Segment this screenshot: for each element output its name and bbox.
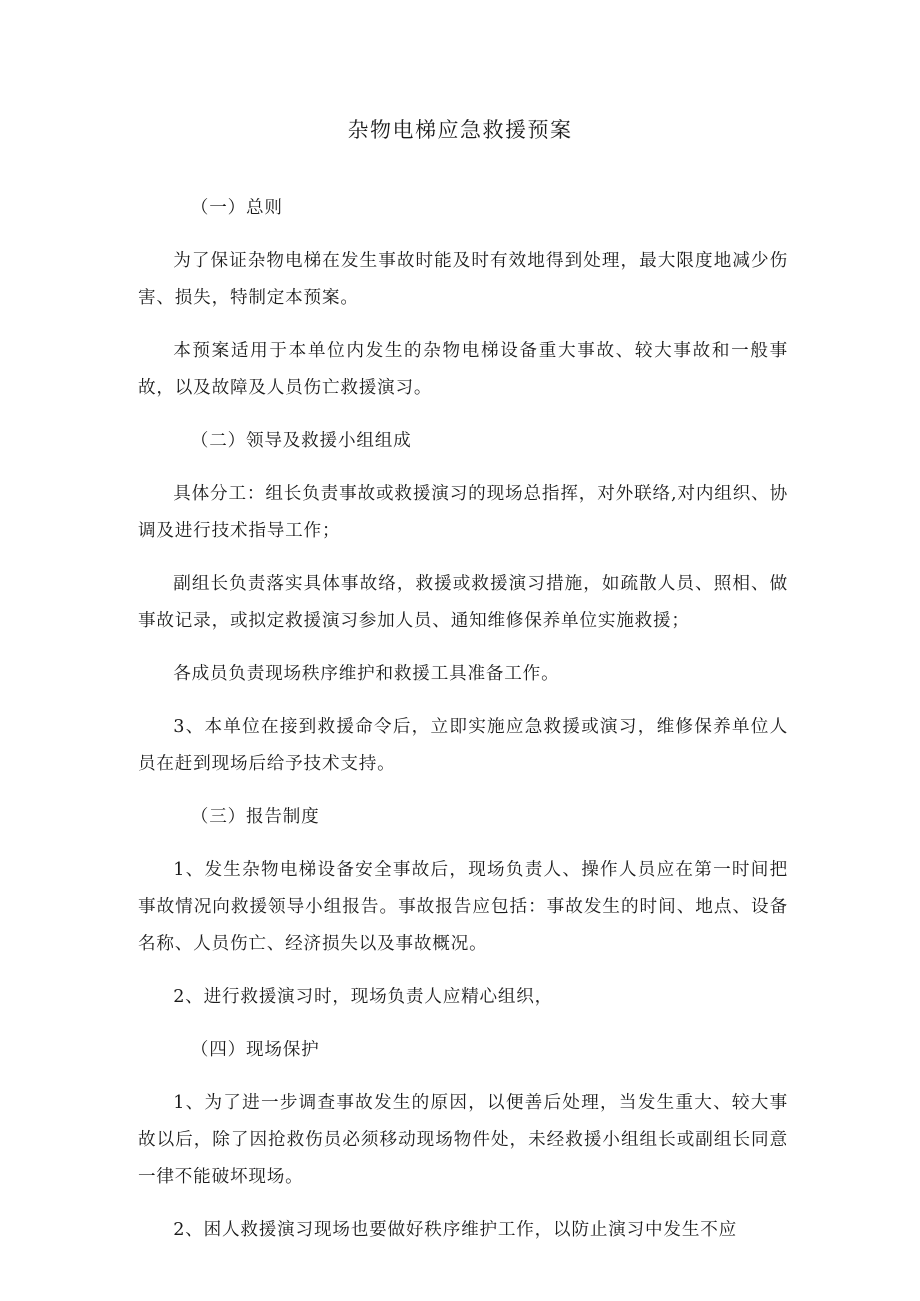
document-body <box>138 190 788 1249</box>
section-heading-reporting: （三）报告制度 <box>190 807 320 827</box>
document-title: 杂物电梯应急救援预案 <box>347 118 573 142</box>
paragraph-report-accident: 1、发生杂物电梯设备安全事故后，现场负责人、操作人员应在第一时间把事故情况向救援领导小组报告。事故报告应包括：事故发生的时间、地点、设备名称、人员伤亡、经济损失以及事故概况。 <box>138 860 788 954</box>
section-heading-scene-protection: （四）现场保护 <box>190 1040 320 1060</box>
paragraph-scope: 本预案适用于本单位内发生的杂物电梯设备重大事故、较大事故和一般事故，以及故障及人员伤亡救援演习。 <box>138 341 788 398</box>
paragraph-scene-drill: 2、困人救援演习现场也要做好秩序维护工作，以防止演习中发生不应 <box>173 1220 737 1240</box>
paragraph-deputy-leader: 副组长负责落实具体事故络，救援或救援演习措施，如疏散人员、照相、做事故记录，或拟定救援演习参加人员、通知维修保养单位实施救援； <box>138 574 788 631</box>
paragraph-report-drill: 2、进行救援演习时，现场负责人应精心组织， <box>173 987 554 1007</box>
paragraph-implementation: 3、本单位在接到救援命令后，立即实施应急救援或演习，维修保养单位人员在赶到现场后给予技术支持。 <box>138 717 788 774</box>
paragraph-members: 各成员负责现场秩序维护和救援工具准备工作。 <box>173 664 560 684</box>
section-heading-leadership: （二）领导及救援小组组成 <box>190 431 412 451</box>
paragraph-division-of-labor: 具体分工：组长负责事故或救援演习的现场总指挥，对外联络,对内组织、协调及进行技术指导工作； <box>138 484 788 541</box>
paragraph-purpose: 为了保证杂物电梯在发生事故时能及时有效地得到处理，最大限度地减少伤害、损失，特制定本预案。 <box>138 251 788 308</box>
paragraph-scene-investigation: 1、为了进一步调查事故发生的原因，以便善后处理，当发生重大、较大事故以后，除了因抢救伤员必须移动现场物件处，未经救援小组组长或副组长同意一律不能破坏现场。 <box>138 1093 788 1187</box>
section-heading-general: （一）总则 <box>190 198 283 218</box>
